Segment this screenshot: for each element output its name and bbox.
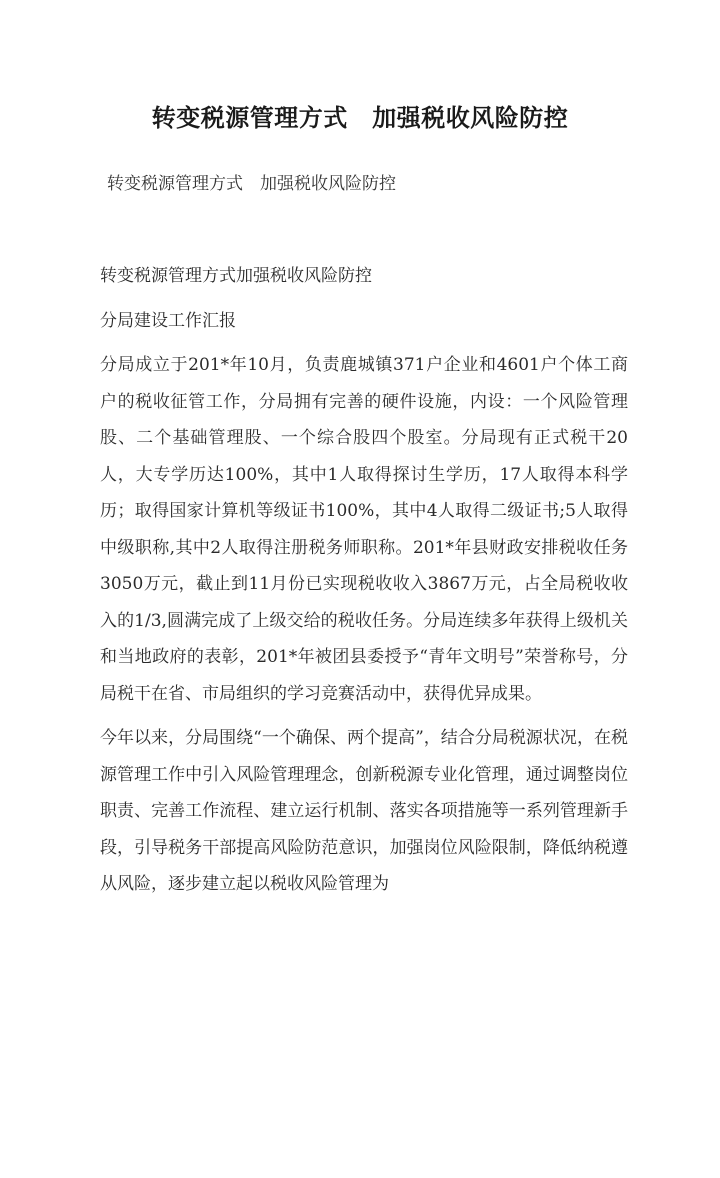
document-body [100,258,628,911]
document-subtitle: 转变税源管理方式 加强税收风险防控 [107,174,396,194]
body-paragraph-1: 分局成立于201*年10月，负责鹿城镇371户企业和4601户个体工商户的税收征管工作，分局拥有完善的硬件设施，内设：一个风险管理股、二个基础管理股、一个综合股四个股室。分局现有正式税干20人，大专学历达100%，其中1人取得探讨生学历，17人取得本科学历；取得国家计算机等级证书100%，其中4人取得二级证书;5人取得中级职称,其中2人取得注册税务师职称。201*年县财政安排税收任务3050万元，截止到11月份已实现税收收入3867万元，占全局税收收入的1/3,圆满完成了上级交给的税收任务。分局连续多年获得上级机关和当地政府的表彰，201*年被团县委授予“青年文明号”荣誉称号，分局税干在省、市局组织的学习竞赛活动中，获得优异成果。 [100,355,628,704]
document-title: 转变税源管理方式 加强税收风险防控 [151,103,569,132]
section-line: 分局建设工作汇报 [100,310,236,331]
heading-line: 转变税源管理方式加强税收风险防控 [100,266,372,286]
body-paragraph-2: 今年以来，分局围绕“一个确保、两个提高”，结合分局税源状况，在税源管理工作中引入风险管理理念，创新税源专业化管理，通过调整岗位职责、完善工作流程、建立运行机制、落实各项措施等一系列管理新手段，引导税务干部提高风险防范意识，加强岗位风险限制，降低纳税遵从风险，逐步建立起以税收风险管理为 [100,728,628,894]
